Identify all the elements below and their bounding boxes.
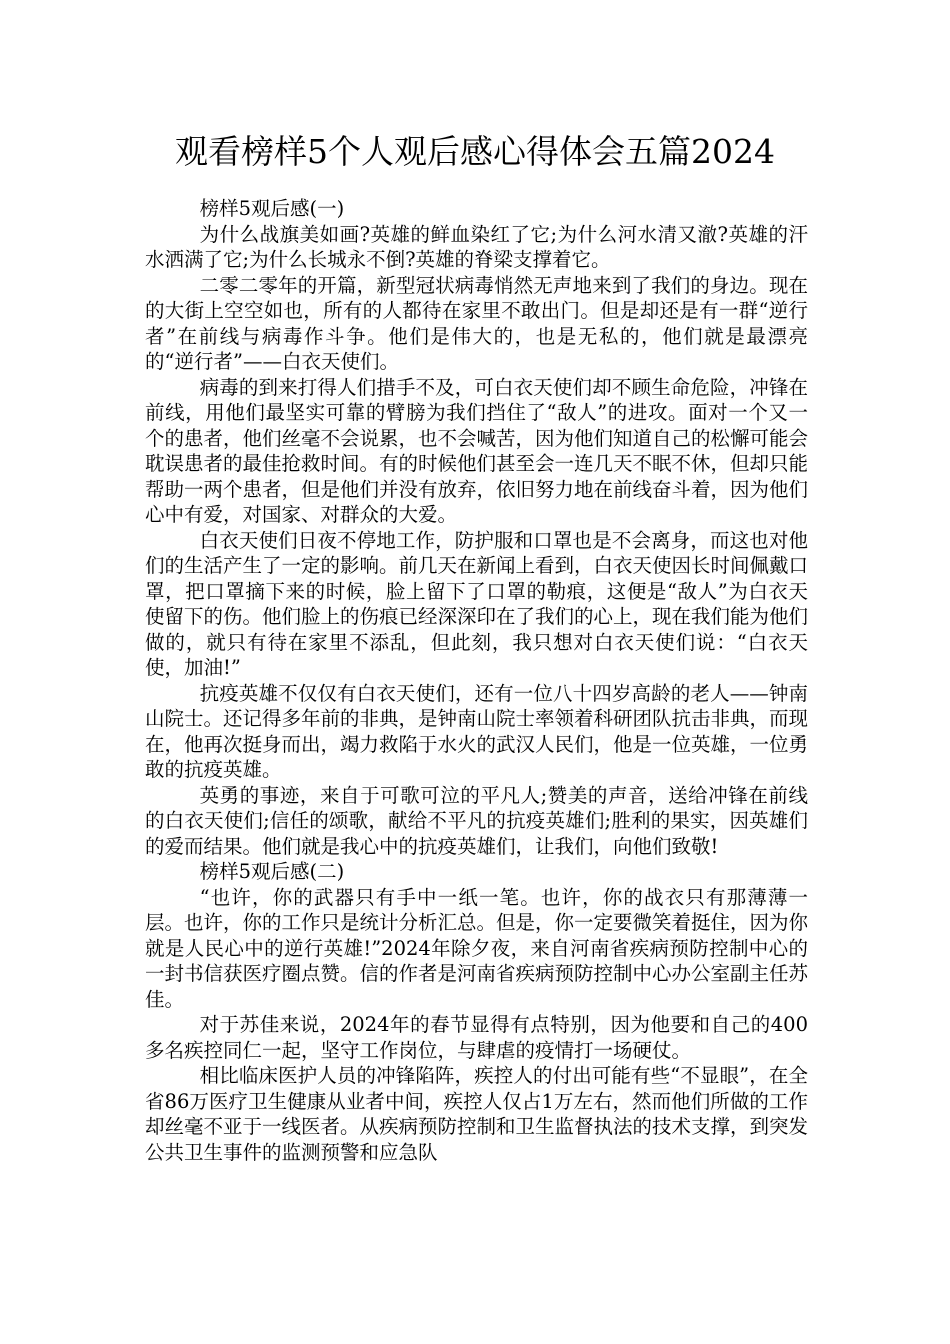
document-title: 观看榜样5个人观后感心得体会五篇2024 xyxy=(175,132,775,171)
document-body xyxy=(145,196,808,1165)
paragraph: 白衣天使们日夜不停地工作，防护服和口罩也是不会离身，而这也对他们的生活产生了一定的影响。前几天在新闻上看到，白衣天使因长时间佩戴口罩，把口罩摘下来的时候，脸上留下了口罩的勒痕，这便是“敌人”为白衣天使留下的伤。他们脸上的伤痕已经深深印在了我们的心上，现在我们能为他们做的，就只有待在家里不添乱，但此刻，我只想对白衣天使们说：“白衣天使，加油!” xyxy=(145,528,809,679)
paragraph: 二零二零年的开篇，新型冠状病毒悄然无声地来到了我们的身边。现在的大街上空空如也，所有的人都待在家里不敢出门。但是却还是有一群“逆行者”在前线与病毒作斗争。他们是伟大的，也是无私的，他们就是最漂亮的“逆行者”——白衣天使们。 xyxy=(145,273,808,373)
paragraph: 为什么战旗美如画?英雄的鲜血染红了它;为什么河水清又澈?英雄的汗水洒满了它;为什么长城永不倒?英雄的脊梁支撑着它。 xyxy=(145,222,808,271)
section-heading-1: 榜样5观后感(一) xyxy=(199,197,345,220)
paragraph: 病毒的到来打得人们措手不及，可白衣天使们却不顾生命危险，冲锋在前线，用他们最坚实可靠的臂膀为我们挡住了“敌人”的进攻。面对一个又一个的患者，他们丝毫不会说累，也不会喊苦，因为他们知道自己的松懈可能会耽误患者的最佳抢救时间。有的时候他们甚至会一连几天不眠不休，但却只能帮助一两个患者，但是他们并没有放弃，依旧努力地在前线奋斗着，因为他们心中有爱，对国家、对群众的大爱。 xyxy=(145,375,809,526)
paragraph: 对于苏佳来说，2024年的春节显得有点特别，因为他要和自己的400多名疾控同仁一起，坚守工作岗位，与肆虐的疫情打一场硬仗。 xyxy=(145,1013,808,1062)
paragraph: 相比临床医护人员的冲锋陷阵，疾控人的付出可能有些“不显眼”，在全省86万医疗卫生健康从业者中间，疾控人仅占1万左右，然而他们所做的工作却丝毫不亚于一线医者。从疾病预防控制和卫生监督执法的技术支撑，到突发公共卫生事件的监测预警和应急队 xyxy=(145,1064,809,1164)
section-heading-2: 榜样5观后感(二) xyxy=(199,860,345,883)
paragraph: 英勇的事迹，来自于可歌可泣的平凡人;赞美的声音，送给冲锋在前线的白衣天使们;信任的颂歌，献给不平凡的抗疫英雄们;胜利的果实，因英雄们的爱而结果。他们就是我心中的抗疫英雄们，让我们，向他们致敬! xyxy=(145,783,808,858)
paragraph: “也许，你的武器只有手中一纸一笔。也许，你的战衣只有那薄薄一层。也许，你的工作只是统计分析汇总。但是，你一定要微笑着挺住，因为你就是人民心中的逆行英雄!”2024年除夕夜，来自河南省疾病预防控制中心的一封书信获医疗圈点赞。信的作者是河南省疾病预防控制中心办公室副主任苏佳。 xyxy=(145,885,809,1011)
paragraph: 抗疫英雄不仅仅有白衣天使们，还有一位八十四岁高龄的老人——钟南山院士。还记得多年前的非典，是钟南山院士率领着科研团队抗击非典，而现在，他再次挺身而出，竭力救陷于水火的武汉人民们，他是一位英雄，一位勇敢的抗疫英雄。 xyxy=(145,681,809,781)
